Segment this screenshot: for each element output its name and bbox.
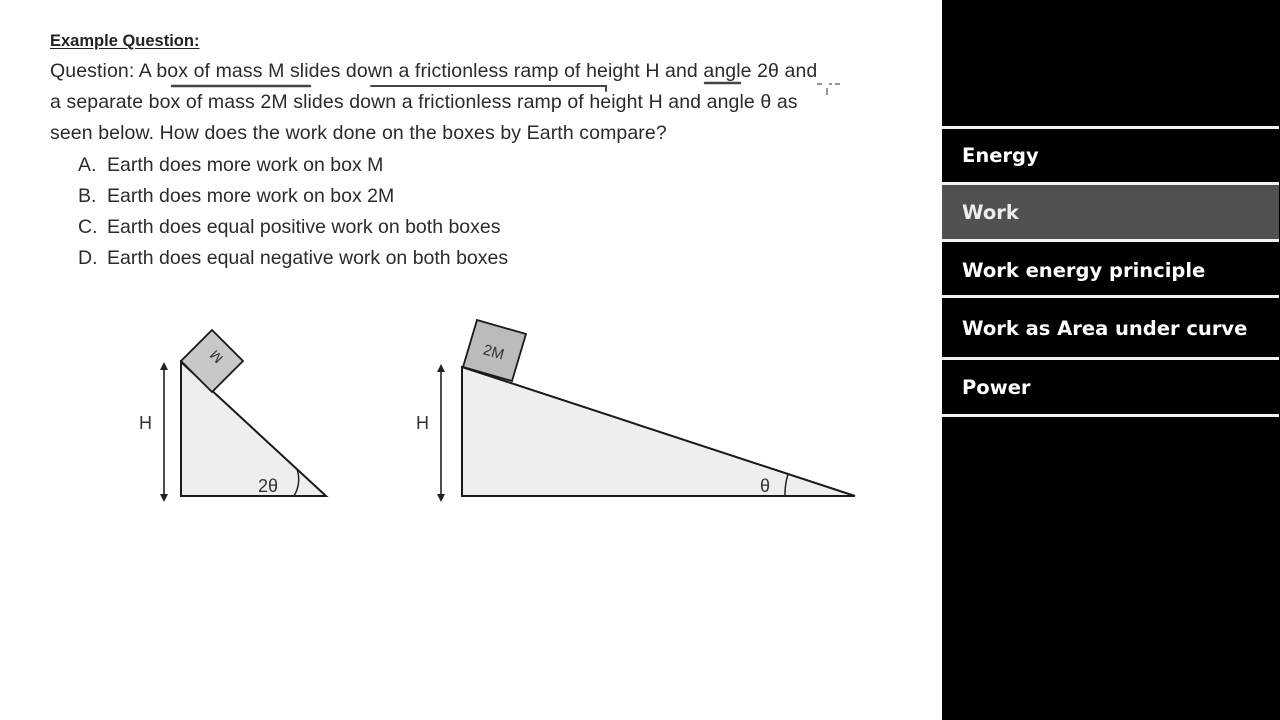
question-line-2: a separate box of mass 2M slides down a frictionless ramp of height H and angle θ as — [50, 91, 798, 113]
ramp-1-diagram — [139, 330, 326, 498]
option-letter: D. — [78, 247, 98, 269]
option-text: Earth does more work on box M — [107, 154, 384, 176]
option-text: Earth does equal negative work on both boxes — [107, 247, 509, 269]
box-2m-label: 2M — [481, 341, 506, 364]
question-line-1: Question: A box of mass M slides down a frictionless ramp of height H and angle 2θ and — [50, 60, 818, 82]
option-letter: A. — [78, 154, 97, 176]
box-m-label: M — [206, 346, 227, 367]
answer-option-b — [78, 185, 394, 208]
question-heading: Example Question: — [50, 32, 200, 50]
height-label-1: H — [139, 413, 152, 433]
option-letter: B. — [78, 185, 97, 207]
option-text: Earth does more work on box 2M — [107, 185, 395, 207]
question-line-3: seen below. How does the work done on the boxes by Earth compare? — [50, 122, 667, 144]
ramp-2-triangle — [462, 367, 855, 496]
sidebar-item-work[interactable]: Work — [942, 185, 1279, 239]
answer-option-c — [78, 216, 501, 239]
sidebar-item-work-energy-principle[interactable]: Work energy principle — [942, 242, 1279, 295]
angle-label-2: θ — [760, 476, 771, 496]
dashed-marks-angle — [817, 84, 840, 95]
sidebar-item-power[interactable]: Power — [942, 360, 1279, 414]
sidebar-item-energy[interactable]: Energy — [942, 129, 1279, 182]
answer-option-a — [78, 154, 383, 177]
topic-sidebar — [942, 0, 1280, 720]
sidebar-item-work-as-area-under-curve[interactable]: Work as Area under curve — [942, 298, 1279, 357]
option-letter: C. — [78, 216, 98, 238]
ramp-2-diagram — [416, 320, 855, 498]
height-label-2: H — [416, 413, 429, 433]
angle-label-1: 2θ — [258, 476, 279, 496]
answer-option-d — [78, 247, 508, 270]
option-text: Earth does equal positive work on both boxes — [107, 216, 501, 238]
sidebar-separator — [942, 414, 1279, 417]
ramp-diagrams — [0, 300, 942, 540]
